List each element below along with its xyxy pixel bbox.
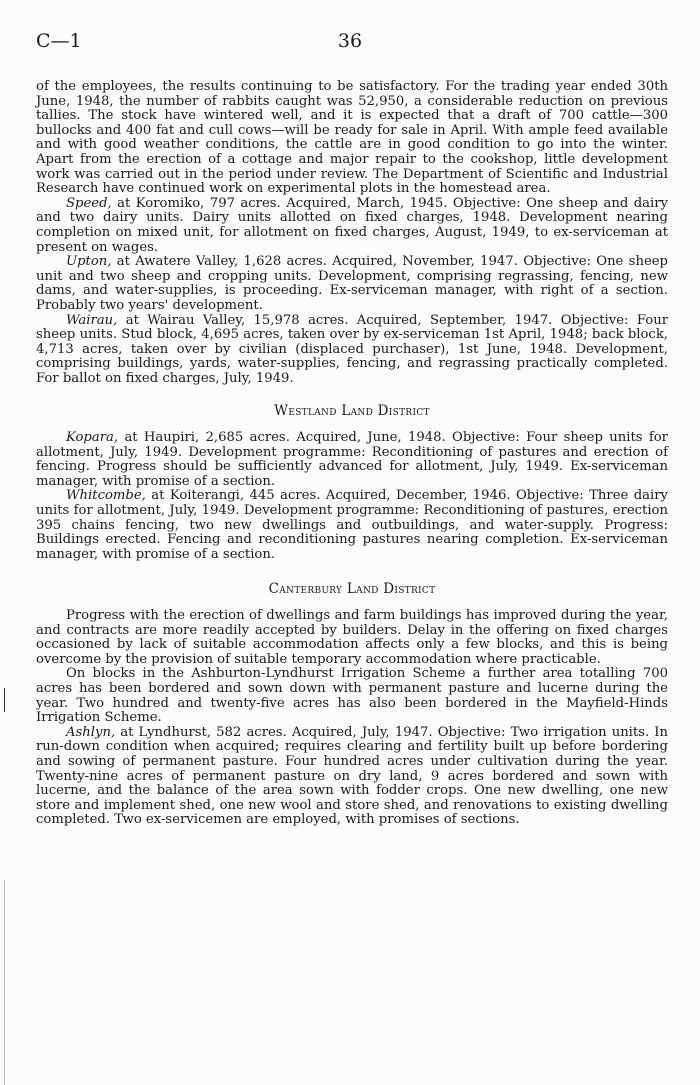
entry-text: at Koromiko, 797 acres. Acquired, March, 1945. Objective: One sheep and dairy and two dairy units. Dairy units allotted on fixed charges, 1948. Development nearing completion on mixed unit, for allotment on fixed charges, August, 1949, to ex-serviceman at present on wages.: [36, 195, 668, 255]
entry-text: at Haupiri, 2,685 acres. Acquired, June, 1948. Objective: Four sheep units for allotment, July, 1949. Development programme: Reconditioning of pastures and erection of fencing. Progress should be sufficiently advanced for allotment, July, 1949. Ex-serviceman manager, with promise of a section.: [36, 430, 668, 489]
entry-speed: [36, 197, 668, 255]
entry-text: at Koiterangi, 445 acres. Acquired, December, 1946. Objective: Three dairy units for allotment, July, 1949. Development programme: Reconditioning of pastures, erection 395 chains fencing, two new dwellings and outbuildings, and water-supply. Progress: Buildings erected. Fencing and reconditioning pastures nearing completion. Ex-serviceman manager, with promise of a section.: [36, 488, 668, 562]
continued-paragraph: of the employees, the results continuing to be satisfactory. For the trading year ended 30th June, 1948, the number of rabbits caught was 52,950, a considerable reduction on previous tallies. The stock have wintered well, and it is expected that a draft of 700 cattle—300 bullocks and 400 fat and cull cows—will be ready for sale in April. With ample feed available and with good weather conditions, the cattle are in good condition to go into the winter. Apart from the erection of a cottage and major repair to the cookshop, little development work was carried out in the period under review. The Department of Scientific and Industrial Research have continued work on experimental plots in the homestead area.: [36, 79, 668, 197]
entry-text: at Wairau Valley, 15,978 acres. Acquired, September, 1947. Objective: Four sheep units. Stud block, 4,695 acres, taken over by ex-serviceman 1st April, 1948; back block, 4,713 acres, taken over by civilian (displaced purchaser), 1st June, 1948. Development, comprising buildings, yards, water-supplies, fencing, and regrassing practically completed. For ballot on fixed charges, July, 1949.: [36, 312, 668, 386]
page-number: 36: [337, 30, 363, 52]
entry-ashlyn: [36, 726, 668, 828]
paragraph-progress: Progress with the erection of dwellings and farm buildings has improved during the year, and contracts are more readily accepted by builders. Delay in the offering on fixed charges occasioned by lack of suitable accommodation affects only a few blocks, and this is being overcome by the provision of suitable temporary accommodation where practicable.: [36, 608, 668, 667]
page-body: [36, 80, 668, 828]
entry-name: Kopara,: [66, 430, 119, 446]
entry-wairau: [36, 314, 668, 387]
entry-kopara: [36, 431, 668, 489]
paragraph-irrigation: On blocks in the Ashburton-Lyndhurst Irrigation Scheme a further area totalling 700 acres has been bordered and sown down with permanent pasture and lucerne during the year. Two hundred and twenty-five acres has also been bordered in the Mayfield-Hinds Irrigation Scheme.: [36, 666, 668, 726]
page-header: [36, 30, 664, 56]
scan-edge-line: [4, 880, 5, 1085]
section-heading-westland: Westland Land District: [274, 403, 430, 420]
entry-name: Speed,: [66, 195, 112, 211]
entry-name: Wairau,: [66, 312, 118, 328]
margin-mark: [4, 688, 5, 712]
report-reference: C—1: [36, 30, 82, 52]
entry-name: Ashlyn,: [66, 724, 116, 740]
entry-whitcombe: [36, 489, 668, 562]
entry-upton: [36, 255, 668, 313]
entry-text: at Lyndhurst, 582 acres. Acquired, July, 1947. Objective: Two irrigation units. In run-down condition when acquired; requires clearing and fertility built up before bordering and sowing of permanent pasture. Four hundred acres under cultivation during the year. Twenty-nine acres of permanent pasture on dry land, 9 acres bordered and sown with lucerne, and the balance of the area sown with fodder crops. One new dwelling, one new store and implement shed, one new wool and store shed, and renovations to existing dwelling completed. Two ex-servicemen are employed, with promises of sections.: [36, 724, 668, 828]
entry-name: Whitcombe,: [66, 488, 146, 504]
section-heading-canterbury: Canterbury Land District: [268, 581, 436, 598]
entry-text: at Awatere Valley, 1,628 acres. Acquired, November, 1947. Objective: One sheep unit and two sheep and cropping units. Development, comprising regrassing, fencing, new dams, and water-supplies, is proceeding. Ex-serviceman manager, with right of a section. Probably two years' development.: [36, 254, 668, 313]
entry-name: Upton,: [66, 254, 112, 270]
